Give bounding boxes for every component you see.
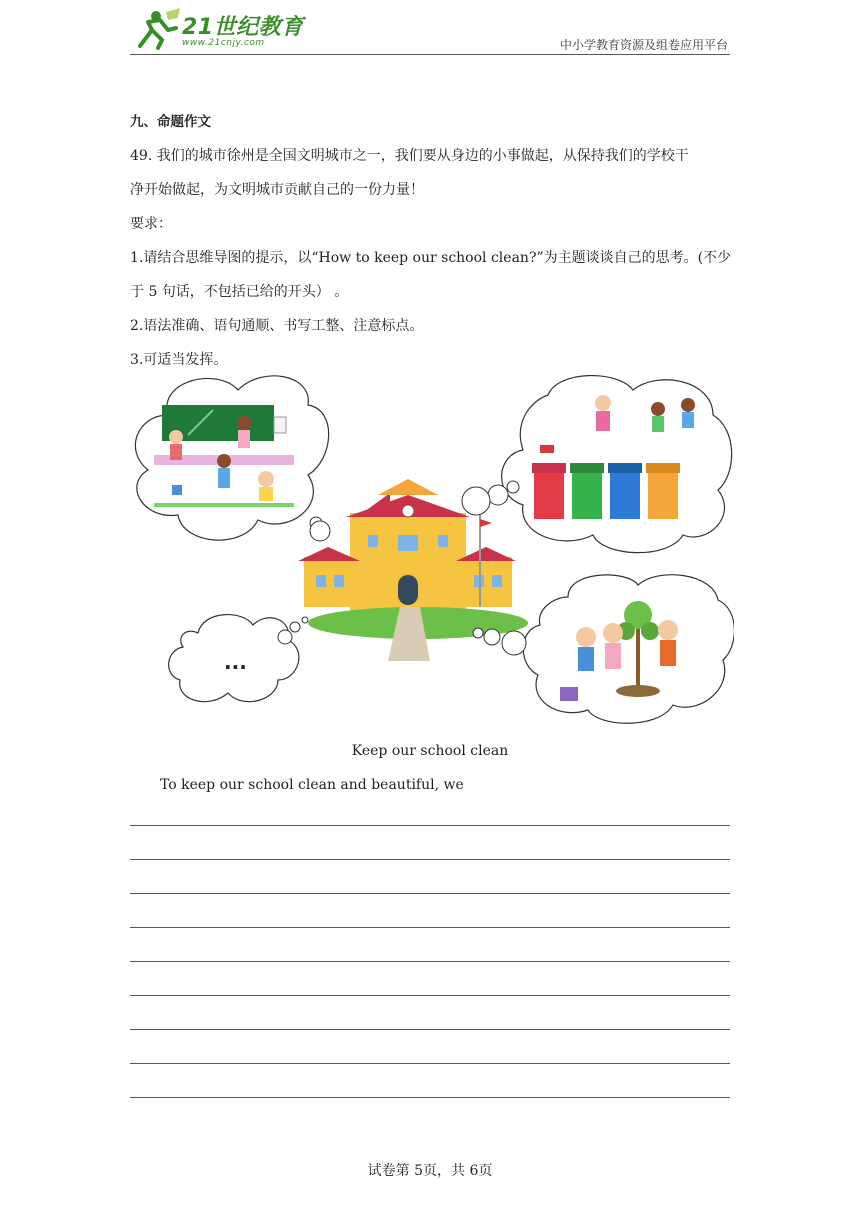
writing-line[interactable] xyxy=(130,859,730,860)
requirement-3: 3.可适当发挥。 xyxy=(130,352,228,368)
requirement-1-line-2: 于 5 句话，不包括已给的开头） 。 xyxy=(130,284,349,300)
logo-url: www.21cnjy.com xyxy=(182,38,265,48)
writing-line[interactable] xyxy=(130,995,730,996)
section-title: 九、命题作文 xyxy=(130,114,211,130)
header-divider xyxy=(130,54,730,55)
writing-line[interactable] xyxy=(130,927,730,928)
writing-line[interactable] xyxy=(130,1063,730,1064)
question-text-line-2: 净开始做起，为文明城市贡献自己的一份力量！ xyxy=(130,182,424,198)
header-platform-text: 中小学教育资源及组卷应用平台 xyxy=(559,38,728,52)
requirements-label: 要求： xyxy=(130,216,172,232)
writing-line[interactable] xyxy=(130,1097,730,1098)
question-text-line-1: 49. 我们的城市徐州是全国文明城市之一，我们要从身边的小事做起，从保持我们的学校干 xyxy=(130,148,689,164)
requirement-1-line-1: 1.请结合思维导图的提示，以“How to keep our school clean?”为主题谈谈自己的思考。(不少 xyxy=(130,250,732,266)
essay-opening-sentence: To keep our school clean and beautiful, we xyxy=(160,777,464,793)
requirement-2: 2.语法准确、语句通顺、书写工整、注意标点。 xyxy=(130,318,424,334)
running-figure-icon xyxy=(140,8,180,48)
writing-line[interactable] xyxy=(130,1029,730,1030)
page-footer: 试卷第 5页，共 6页 xyxy=(367,1163,493,1179)
ellipsis-text: ... xyxy=(224,650,247,674)
logo-text: 21世纪教育 xyxy=(182,15,304,40)
writing-line[interactable] xyxy=(130,825,730,826)
mind-map-illustration xyxy=(128,375,734,733)
writing-line[interactable] xyxy=(130,961,730,962)
cloud-recycling-bins xyxy=(502,376,732,553)
writing-line[interactable] xyxy=(130,893,730,894)
cloud-tree-planting xyxy=(523,575,734,724)
cloud-classroom-cleaning xyxy=(135,376,328,540)
mind-map-caption: Keep our school clean xyxy=(351,743,509,759)
